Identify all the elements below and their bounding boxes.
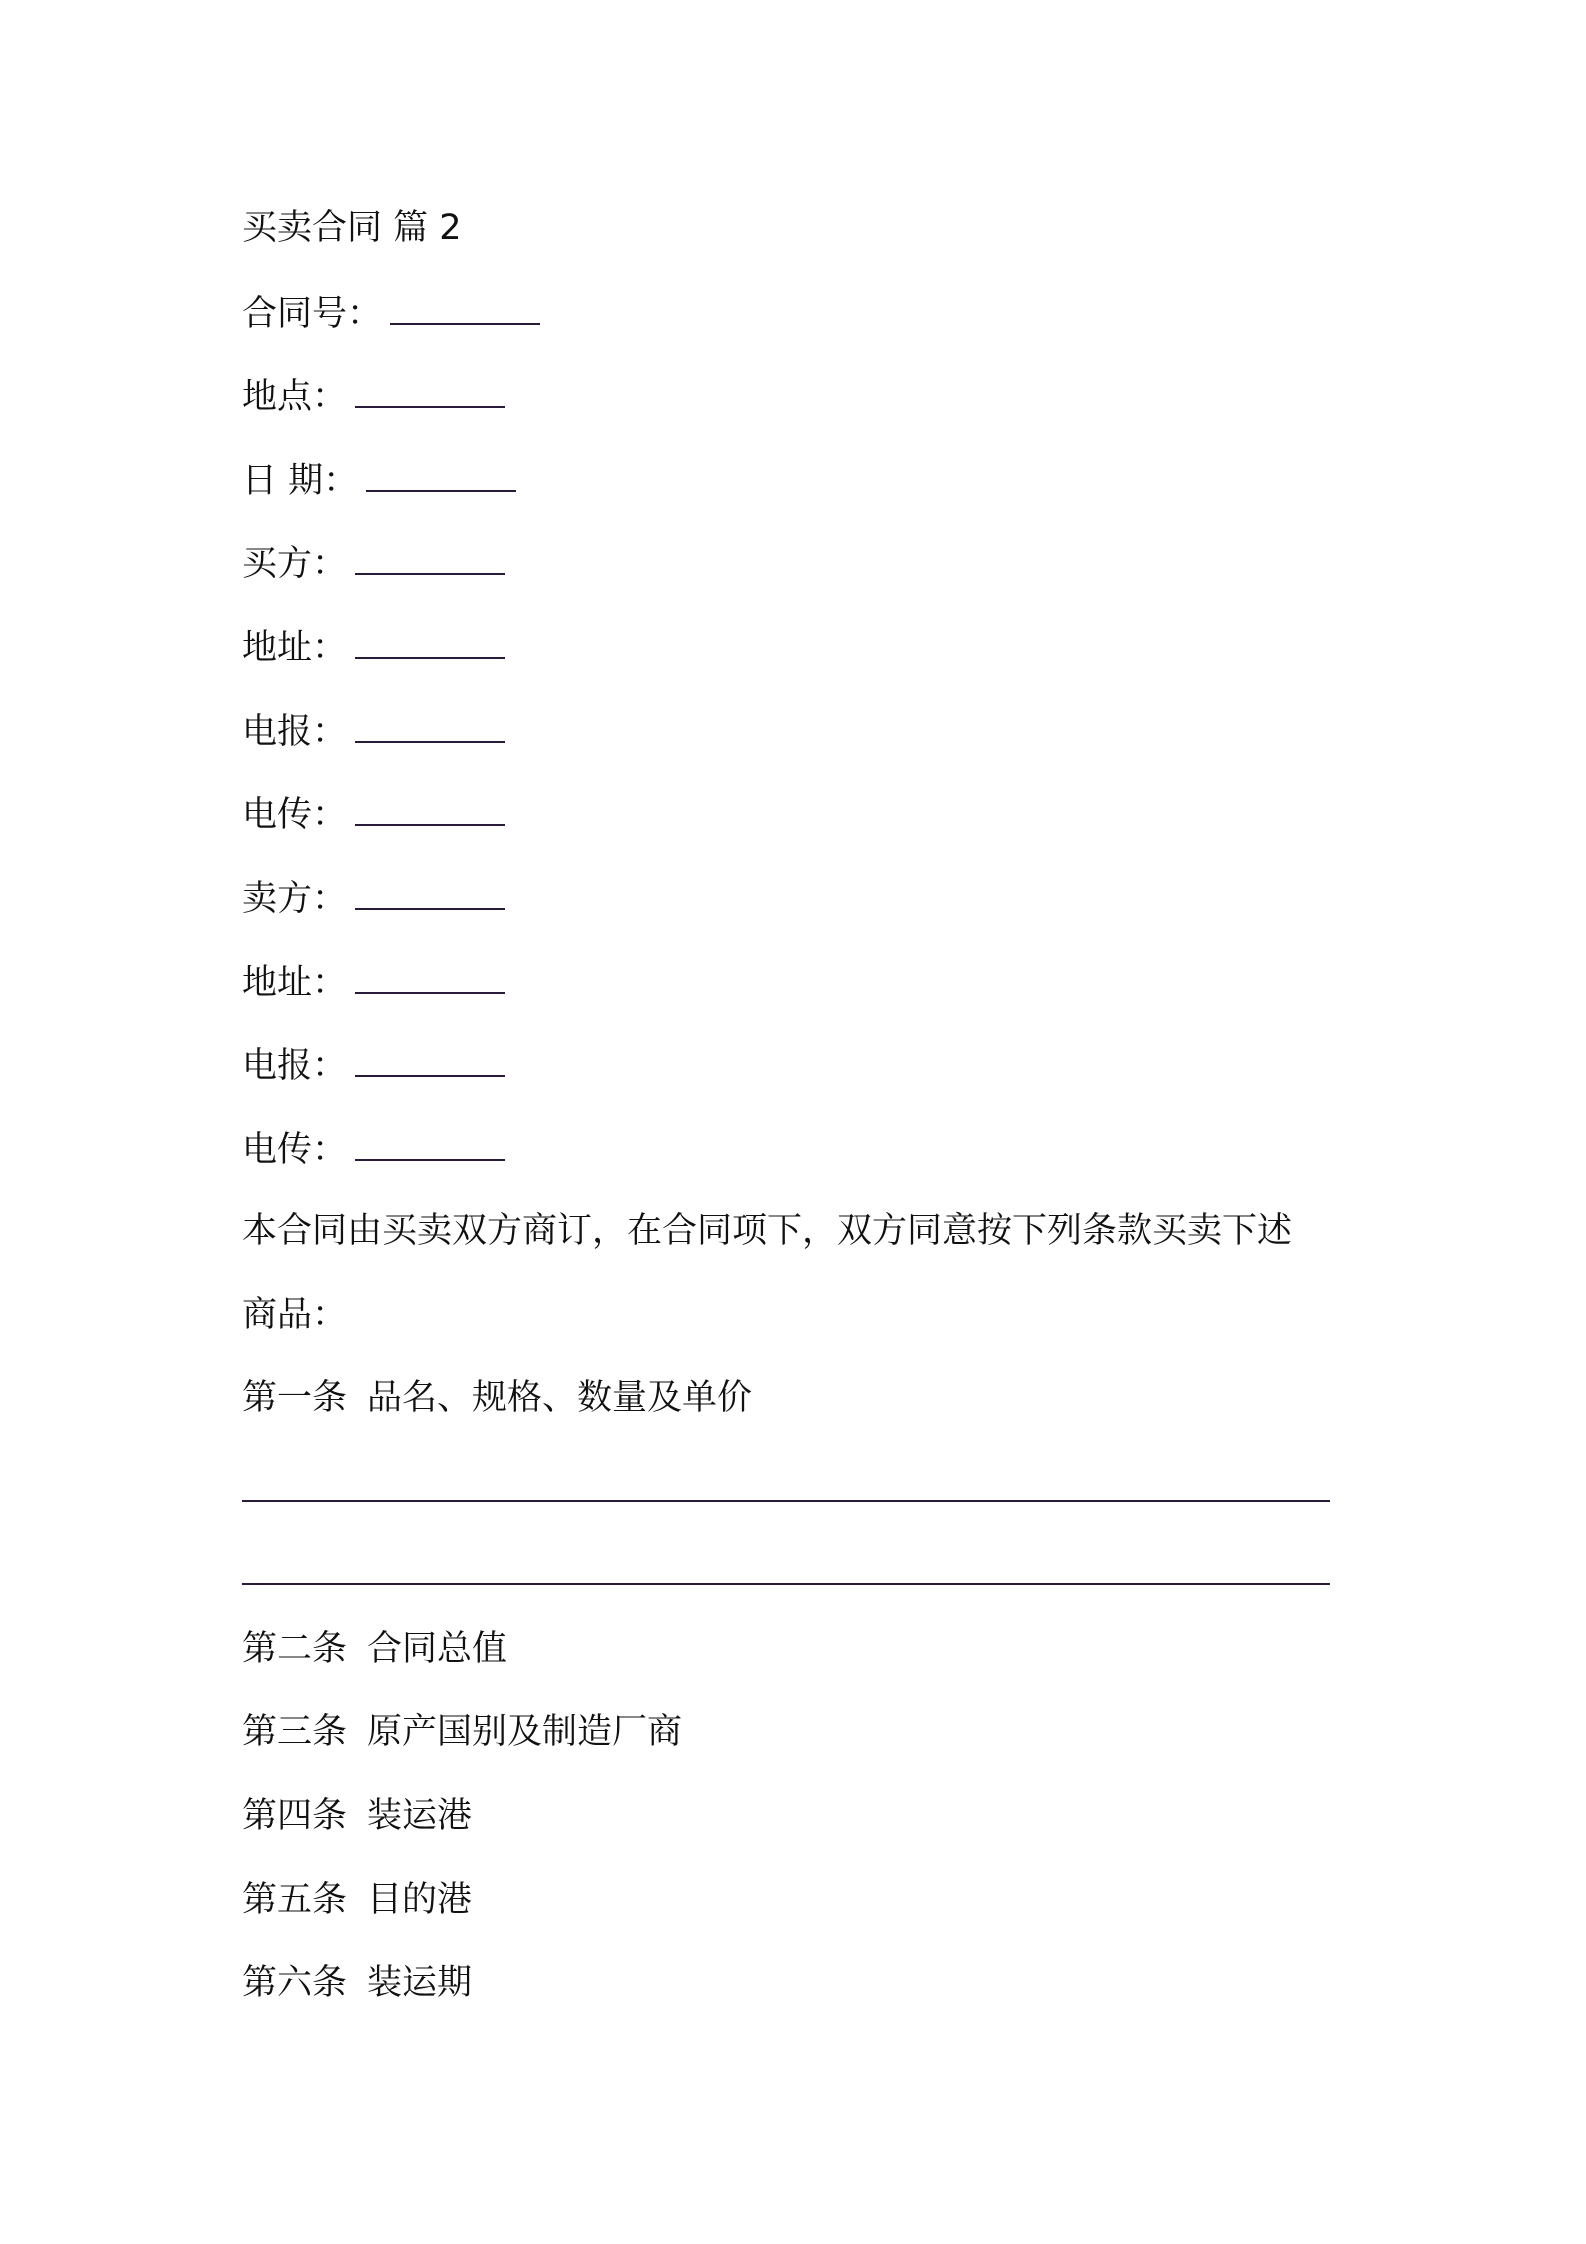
clause-title: 合同总值 bbox=[367, 1629, 508, 1669]
field-buyer bbox=[242, 537, 505, 587]
place-blank bbox=[355, 370, 505, 408]
field-label: 日 期： bbox=[242, 461, 359, 501]
field-label: 地点： bbox=[242, 377, 348, 417]
field-buyer-telegram bbox=[242, 705, 505, 755]
intro-paragraph-line-1: 本合同由买卖双方商订，在合同项下，双方同意按下列条款买卖下述 bbox=[242, 1211, 1293, 1251]
field-label: 电传： bbox=[242, 795, 348, 835]
clause-2 bbox=[242, 1624, 507, 1674]
clause-6 bbox=[242, 1958, 472, 2008]
field-label: 地址： bbox=[242, 963, 348, 1003]
contract-number-blank bbox=[390, 287, 540, 325]
document-title: 买卖合同 篇 2 bbox=[242, 208, 462, 248]
field-label: 电报： bbox=[242, 1046, 348, 1086]
clause-title: 装运港 bbox=[367, 1796, 473, 1836]
clause-title: 目的港 bbox=[367, 1880, 473, 1920]
field-label: 电传： bbox=[242, 1130, 348, 1170]
clause-5 bbox=[242, 1875, 472, 1925]
clause-number: 第四条 bbox=[242, 1796, 348, 1836]
field-seller-telegram bbox=[242, 1039, 505, 1089]
clause-1 bbox=[242, 1373, 752, 1423]
fill-in-rule-1 bbox=[242, 1500, 1330, 1502]
clause-4 bbox=[242, 1791, 472, 1841]
fill-in-rule-2 bbox=[242, 1583, 1330, 1585]
field-place bbox=[242, 370, 505, 420]
seller-blank bbox=[355, 872, 505, 910]
field-seller bbox=[242, 872, 505, 922]
clause-title: 品名、规格、数量及单价 bbox=[367, 1378, 753, 1418]
buyer-telex-blank bbox=[355, 788, 505, 826]
clause-3 bbox=[242, 1707, 682, 1757]
clause-number: 第一条 bbox=[242, 1378, 348, 1418]
seller-telegram-blank bbox=[355, 1039, 505, 1077]
field-label: 合同号： bbox=[242, 294, 383, 334]
date-blank bbox=[366, 454, 516, 492]
seller-telex-blank bbox=[355, 1123, 505, 1161]
clause-number: 第三条 bbox=[242, 1712, 348, 1752]
field-label: 买方： bbox=[242, 544, 348, 584]
intro-paragraph-line-2: 商品： bbox=[242, 1295, 348, 1335]
field-seller-address bbox=[242, 956, 505, 1006]
seller-address-blank bbox=[355, 956, 505, 994]
field-buyer-telex bbox=[242, 788, 505, 838]
field-label: 电报： bbox=[242, 712, 348, 752]
clause-number: 第二条 bbox=[242, 1629, 348, 1669]
clause-title: 原产国别及制造厂商 bbox=[367, 1712, 683, 1752]
buyer-telegram-blank bbox=[355, 705, 505, 743]
field-contract-number bbox=[242, 287, 540, 337]
buyer-blank bbox=[355, 537, 505, 575]
buyer-address-blank bbox=[355, 621, 505, 659]
field-label: 卖方： bbox=[242, 879, 348, 919]
clause-number: 第五条 bbox=[242, 1880, 348, 1920]
field-seller-telex bbox=[242, 1123, 505, 1173]
clause-title: 装运期 bbox=[367, 1963, 473, 2003]
field-date bbox=[242, 454, 516, 504]
field-buyer-address bbox=[242, 621, 505, 671]
field-label: 地址： bbox=[242, 628, 348, 668]
clause-number: 第六条 bbox=[242, 1963, 348, 2003]
